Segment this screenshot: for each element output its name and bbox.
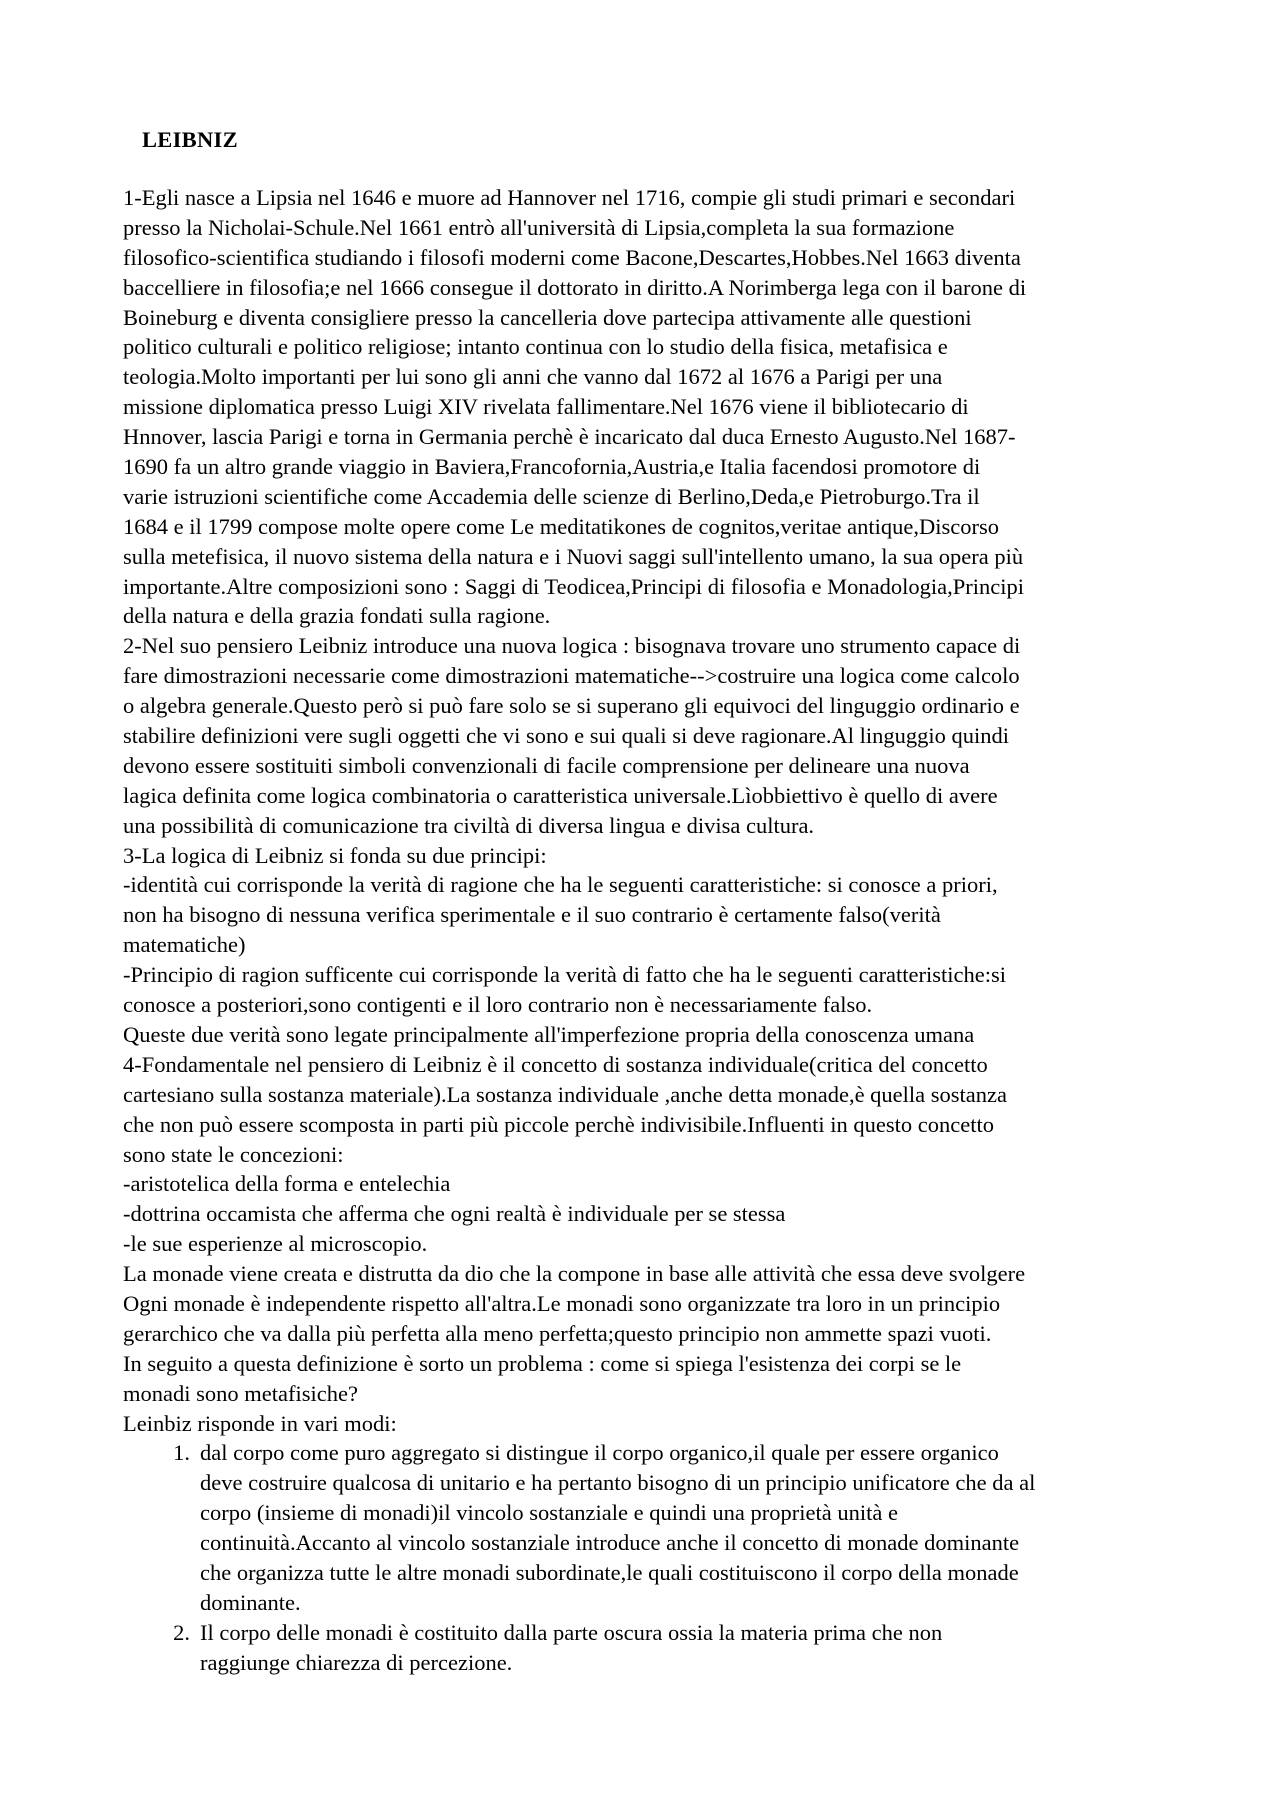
text-line: Leinbiz risponde in vari modi: — [123, 1410, 397, 1436]
text-line: Hnnover, lascia Parigi e torna in Germania perchè è incaricato dal duca Ernesto Augusto.Nel 1687- — [123, 424, 1016, 450]
text-line: matematiche) — [123, 932, 246, 958]
list-item-line: Il corpo delle monadi è costituito dalla parte oscura ossia la materia prima che non — [200, 1619, 943, 1645]
text-line: fare dimostrazioni necessarie come dimostrazioni matematiche-->costruire una logica come calcolo — [123, 663, 1020, 689]
text-line: conosce a posteriori,sono contigenti e il loro contrario non è necessariamente falso. — [123, 992, 873, 1018]
text-line: sono state le concezioni: — [123, 1141, 344, 1167]
text-line: Queste due verità sono legate principalmente all'imperfezione propria della conoscenza umana — [123, 1021, 975, 1047]
text-line: che non può essere scomposta in parti più piccole perchè indivisibile.Influenti in questo concetto — [123, 1111, 995, 1137]
list-item — [123, 1618, 1168, 1678]
text-line: 2-Nel suo pensiero Leibniz introduce una nuova logica : bisognava trovare uno strumento capace di — [123, 633, 1021, 659]
text-line: presso la Nicholai-Schule.Nel 1661 entrò all'università di Lipsia,completa la sua formazione — [123, 214, 955, 240]
list-item — [123, 1438, 1168, 1617]
text-line: 1690 fa un altro grande viaggio in Baviera,Francofornia,Austria,e Italia facendosi promotore di — [123, 454, 981, 480]
text-line: Boineburg e diventa consigliere presso la cancelleria dove partecipa attivamente alle questioni — [123, 304, 972, 330]
text-line: una possibilità di comunicazione tra civiltà di diversa lingua e divisa cultura. — [123, 812, 815, 838]
document-title: LEIBNIZ — [142, 127, 238, 152]
list-item-line: raggiunge chiarezza di percezione. — [200, 1649, 513, 1675]
list-item-line: deve costruire qualcosa di unitario e ha pertanto bisogno di un principio unificatore che da al — [200, 1470, 1036, 1496]
text-line: La monade viene creata e distrutta da dio che la compone in base alle attività che essa deve svolgere — [123, 1261, 1026, 1287]
text-line: monadi sono metafisiche? — [123, 1380, 358, 1406]
text-line: importante.Altre composizioni sono : Saggi di Teodicea,Principi di filosofia e Monadologia,Principi — [123, 573, 1024, 599]
text-line: lagica definita come logica combinatoria o caratteristica universale.Lìobbiettivo è quello di avere — [123, 782, 998, 808]
text-line: 4-Fondamentale nel pensiero di Leibniz è il concetto di sostanza individuale(critica del concetto — [123, 1051, 988, 1077]
text-line: Ogni monade è independente rispetto all'altra.Le monadi sono organizzate tra loro in un principio — [123, 1290, 1001, 1316]
text-line: della natura e della grazia fondati sulla ragione. — [123, 603, 551, 629]
text-line: -le sue esperienze al microscopio. — [123, 1231, 428, 1257]
text-line: -Principio di ragion sufficente cui corrisponde la verità di fatto che ha le seguenti caratteristiche:si — [123, 962, 1007, 988]
text-line: gerarchico che va dalla più perfetta alla meno perfetta;questo principio non ammette spazi vuoti. — [123, 1320, 992, 1346]
text-line: teologia.Molto importanti per lui sono gli anni che vanno dal 1672 al 1676 a Parigi per una — [123, 364, 943, 390]
text-line: cartesiano sulla sostanza materiale).La sostanza individuale ,anche detta monade,è quella sostanza — [123, 1081, 1008, 1107]
paragraph-text — [123, 183, 1168, 1438]
text-line: devono essere sostituiti simboli convenzionali di facile comprensione per delineare una nuova — [123, 752, 970, 778]
list-item-number: 1. — [173, 1440, 190, 1466]
list-item-line: continuità.Accanto al vincolo sostanziale introduce anche il concetto di monade dominante — [200, 1530, 1020, 1556]
document-body — [123, 183, 1168, 1678]
text-line: In seguito a questa definizione è sorto un problema : come si spiega l'esistenza dei corpi se le — [123, 1350, 962, 1376]
text-line: 1-Egli nasce a Lipsia nel 1646 e muore ad Hannover nel 1716, compie gli studi primari e secondari — [123, 185, 1016, 210]
text-line: 3-La logica di Leibniz si fonda su due principi: — [123, 842, 547, 868]
text-line: filosofico-scientifica studiando i filosofi moderni come Bacone,Descartes,Hobbes.Nel 1663 diventa — [123, 244, 1021, 270]
text-line: sulla metefisica, il nuovo sistema della natura e i Nuovi saggi sull'intellento umano, la sua opera più — [123, 543, 1024, 569]
list-item-number: 2. — [173, 1619, 190, 1645]
text-line: -aristotelica della forma e entelechia — [123, 1171, 451, 1197]
text-line: missione diplomatica presso Luigi XIV rivelata fallimentare.Nel 1676 viene il bibliotecario di — [123, 394, 969, 420]
numbered-list — [123, 1438, 1168, 1677]
text-line: baccelliere in filosofia;e nel 1666 consegue il dottorato in diritto.A Norimberga lega con il barone di — [123, 274, 1027, 300]
text-line: 1684 e il 1799 compose molte opere come Le meditatikones de cognitos,veritae antique,Discorso — [123, 513, 1000, 539]
list-item-line: dal corpo come puro aggregato si distingue il corpo organico,il quale per essere organico — [200, 1440, 999, 1466]
text-line: -identità cui corrisponde la verità di ragione che ha le seguenti caratteristiche: si conosce a priori, — [123, 872, 998, 898]
text-line: stabilire definizioni vere sugli oggetti che vi sono e sui quali si deve ragionare.Al linguggio quindi — [123, 723, 1010, 749]
text-line: varie istruzioni scientifiche come Accademia delle scienze di Berlino,Deda,e Pietroburgo.Tra il — [123, 483, 980, 509]
list-item-line: dominante. — [200, 1589, 301, 1615]
list-item-line: corpo (insieme di monadi)il vincolo sostanziale e quindi una proprietà unità e — [200, 1500, 898, 1526]
text-line: politico culturali e politico religiose; intanto continua con lo studio della fisica, metafisica e — [123, 334, 948, 360]
text-line: -dottrina occamista che afferma che ogni realtà è individuale per se stessa — [123, 1201, 786, 1227]
text-line: o algebra generale.Questo però si può fare solo se si superano gli equivoci del linguggio ordinario e — [123, 693, 1020, 719]
text-line: non ha bisogno di nessuna verifica sperimentale e il suo contrario è certamente falso(verità — [123, 902, 941, 928]
list-item-line: che organizza tutte le altre monadi subordinate,le quali costituiscono il corpo della monade — [200, 1559, 1019, 1585]
